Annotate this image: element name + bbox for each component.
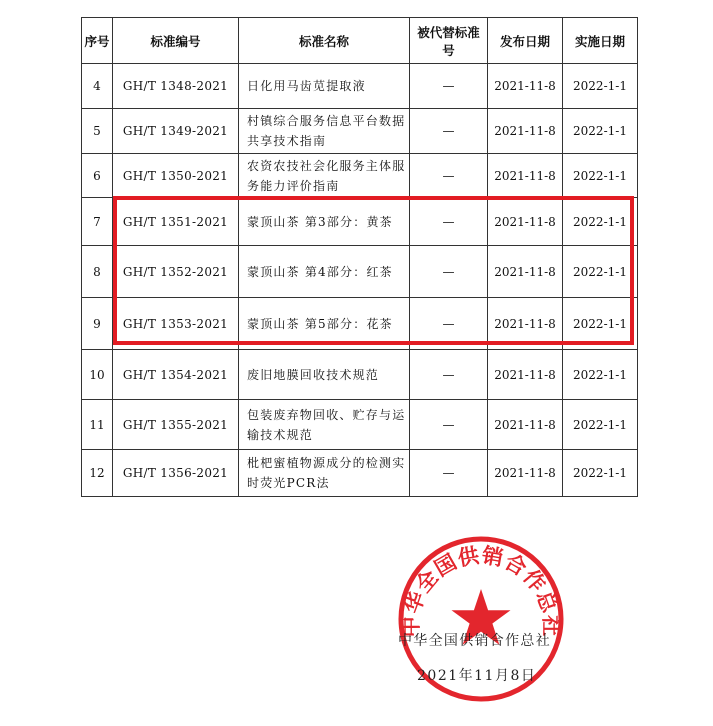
seal-text: 中华全国供销合作总社: [398, 543, 564, 638]
row-name: 村镇综合服务信息平台数据共享技术指南: [239, 109, 410, 154]
header-no: 序号: [82, 18, 113, 64]
header-issue-date: 发布日期: [488, 18, 563, 64]
row-no: 4: [82, 64, 113, 109]
table-row: [82, 154, 638, 198]
row-issue-date: 2021-11-8: [488, 109, 563, 154]
row-issue-date: 2021-11-8: [488, 246, 563, 298]
header-effective-date: 实施日期: [563, 18, 638, 64]
row-name: 蒙顶山茶 第4部分：红茶: [239, 246, 410, 298]
row-code: GH/T 1356-2021: [113, 450, 239, 497]
row-effective-date: 2022-1-1: [563, 154, 638, 198]
row-replaced: —: [410, 154, 488, 198]
row-no: 6: [82, 154, 113, 198]
row-issue-date: 2021-11-8: [488, 400, 563, 450]
row-replaced: —: [410, 109, 488, 154]
row-code: GH/T 1350-2021: [113, 154, 239, 198]
row-effective-date: 2022-1-1: [563, 198, 638, 246]
row-code: GH/T 1353-2021: [113, 298, 239, 350]
row-effective-date: 2022-1-1: [563, 450, 638, 497]
row-issue-date: 2021-11-8: [488, 198, 563, 246]
row-name: 蒙顶山茶 第3部分：黄茶: [239, 198, 410, 246]
row-issue-date: 2021-11-8: [488, 298, 563, 350]
row-no: 8: [82, 246, 113, 298]
row-no: 12: [82, 450, 113, 497]
row-issue-date: 2021-11-8: [488, 154, 563, 198]
row-issue-date: 2021-11-8: [488, 64, 563, 109]
row-no: 5: [82, 109, 113, 154]
row-effective-date: 2022-1-1: [563, 350, 638, 400]
row-replaced: —: [410, 198, 488, 246]
issue-date: 2021年11月8日: [417, 668, 537, 684]
row-effective-date: 2022-1-1: [563, 400, 638, 450]
highlight-box: [113, 196, 634, 345]
header-replaced: 被代替标准号: [410, 18, 488, 64]
row-code: GH/T 1349-2021: [113, 109, 239, 154]
row-name: 废旧地膜回收技术规范: [239, 350, 410, 400]
table-header-row: [82, 18, 638, 64]
row-code: GH/T 1351-2021: [113, 198, 239, 246]
row-effective-date: 2022-1-1: [563, 109, 638, 154]
table-row: [82, 450, 638, 497]
row-replaced: —: [410, 450, 488, 497]
header-name: 标准名称: [239, 18, 410, 64]
table-row: [82, 109, 638, 154]
row-issue-date: 2021-11-8: [488, 350, 563, 400]
row-replaced: —: [410, 350, 488, 400]
row-name: 农资农技社会化服务主体服务能力评价指南: [239, 154, 410, 198]
table-row: [82, 64, 638, 109]
row-code: GH/T 1348-2021: [113, 64, 239, 109]
row-name: 枇杷蜜植物源成分的检测实时荧光PCR法: [239, 450, 410, 497]
row-no: 9: [82, 298, 113, 350]
row-replaced: —: [410, 298, 488, 350]
row-code: GH/T 1352-2021: [113, 246, 239, 298]
row-name: 包装废弃物回收、贮存与运输技术规范: [239, 400, 410, 450]
row-replaced: —: [410, 64, 488, 109]
row-replaced: —: [410, 246, 488, 298]
row-code: GH/T 1354-2021: [113, 350, 239, 400]
header-code: 标准编号: [113, 18, 239, 64]
issuer-name: 中华全国供销合作总社: [398, 633, 551, 649]
row-no: 7: [82, 198, 113, 246]
row-effective-date: 2022-1-1: [563, 246, 638, 298]
table-row: [82, 400, 638, 450]
row-effective-date: 2022-1-1: [563, 64, 638, 109]
row-code: GH/T 1355-2021: [113, 400, 239, 450]
row-name: 日化用马齿苋提取液: [239, 64, 410, 109]
row-name: 蒙顶山茶 第5部分：花茶: [239, 298, 410, 350]
row-no: 10: [82, 350, 113, 400]
row-replaced: —: [410, 400, 488, 450]
row-issue-date: 2021-11-8: [488, 450, 563, 497]
row-no: 11: [82, 400, 113, 450]
row-effective-date: 2022-1-1: [563, 298, 638, 350]
table-row: [82, 350, 638, 400]
